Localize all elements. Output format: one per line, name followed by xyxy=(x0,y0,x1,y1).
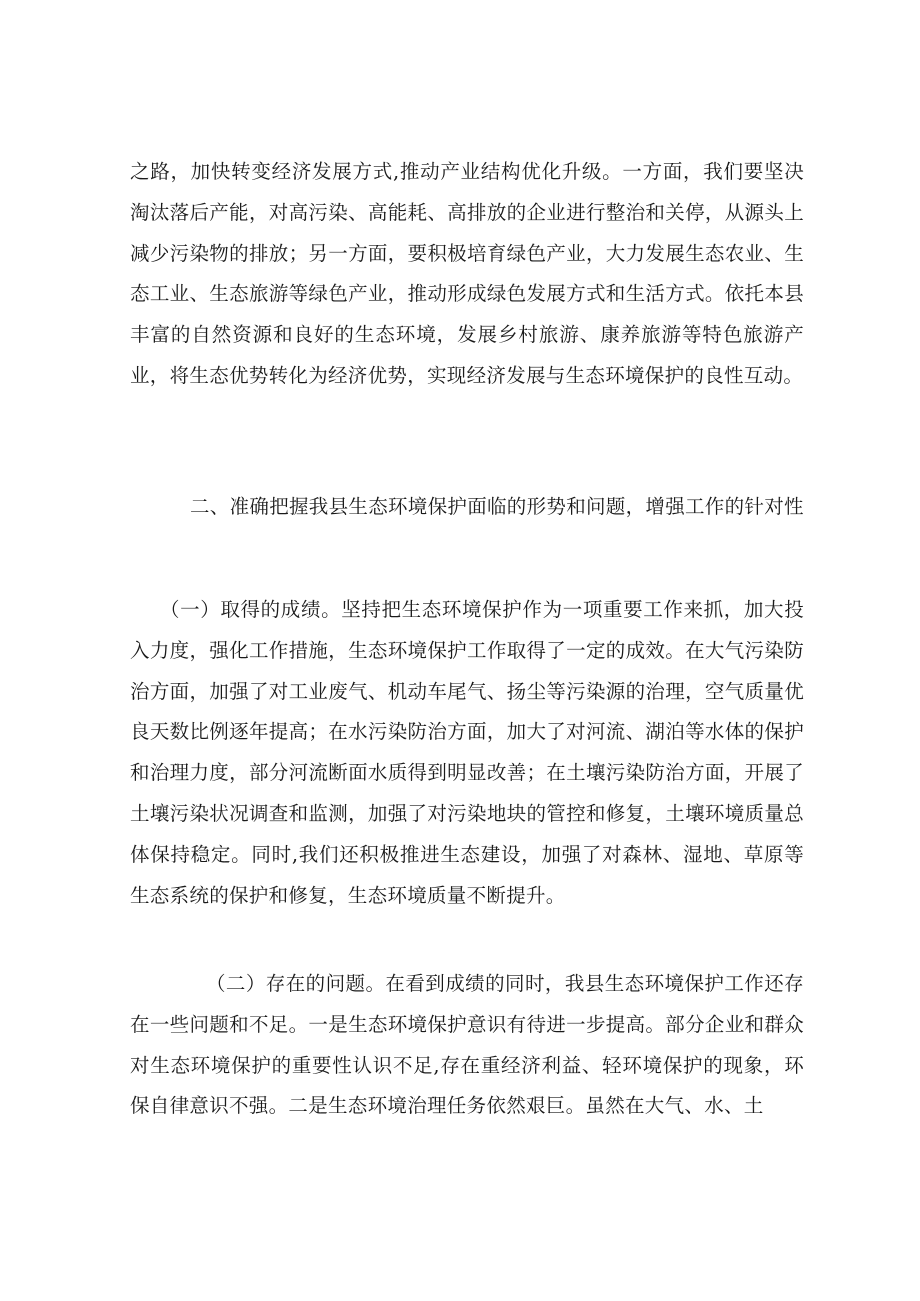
section-heading-two: 二、准确把握我县生态环境保护面临的形势和问题，增强工作的针对性 xyxy=(190,495,804,518)
body-paragraph-problems: （二）存在的问题。在看到成绩的同时，我县生态环境保护工作还存在一些问题和不足。一是生态环境保护意识有待进一步提高。部分企业和群众对生态环境保护的重要性认识不足,存在重经济利益、轻环境保护的现象，环保自律意识不强。二是生态环境治理任务依然艰巨。虽然在大气、水、土 xyxy=(130,972,804,1118)
body-paragraph-green-development: 之路，加快转变经济发展方式,推动产业结构优化升级。一方面，我们要坚决淘汰落后产能，对高污染、高能耗、高排放的企业进行整治和关停，从源头上减少污染物的排放；另一方面，要积极培育绿色产业，大力发展生态农业、生态工业、生态旅游等绿色产业，推动形成绿色发展方式和生活方式。依托本县丰富的自然资源和良好的生态环境，发展乡村旅游、康养旅游等特色旅游产业，将生态优势转化为经济优势，实现经济发展与生态环境保护的良性互动。 xyxy=(130,160,804,387)
body-paragraph-achievements: （一）取得的成绩。坚持把生态环境保护作为一项重要工作来抓，加大投入力度，强化工作措施，生态环境保护工作取得了一定的成效。在大气污染防治方面，加强了对工业废气、机动车尾气、扬尘等污染源的治理，空气质量优良天数比例逐年提高；在水污染防治方面，加大了对河流、湖泊等水体的保护和治理力度，部分河流断面水质得到明显改善；在土壤污染防治方面，开展了土壤污染状况调查和监测，加强了对污染地块的管控和修复，土壤环境质量总体保持稳定。同时,我们还积极推进生态建设，加强了对森林、湿地、草原等生态系统的保护和修复，生态环境质量不断提升。 xyxy=(130,598,804,907)
